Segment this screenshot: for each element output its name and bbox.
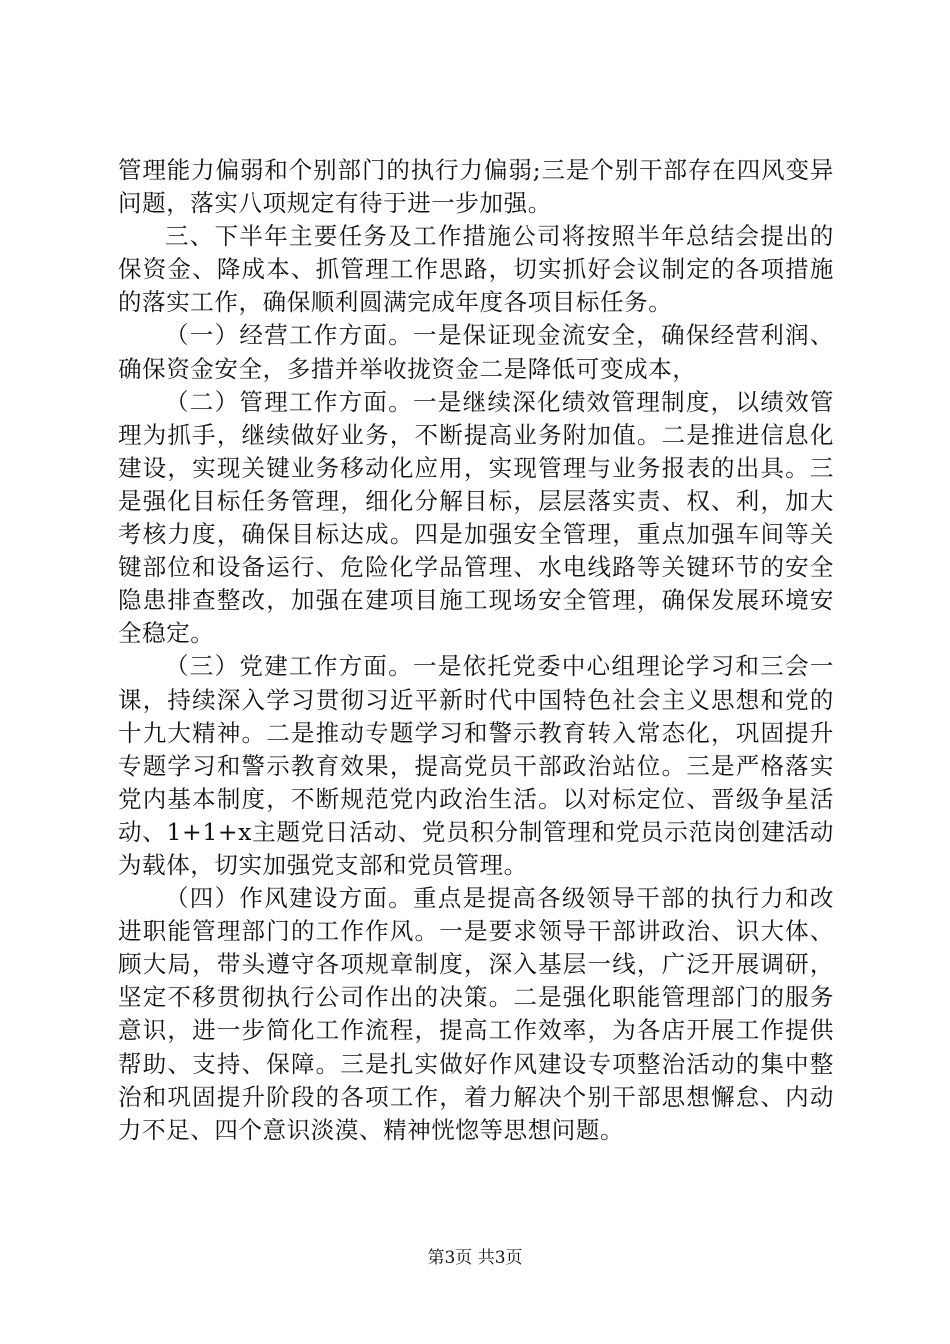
- paragraph-continuation: 管理能力偏弱和个别部门的执行力偏弱;三是个别干部存在四风变异问题，落实八项规定有待于进一步加强。: [118, 156, 834, 218]
- paragraph-operations: （一）经营工作方面。一是保证现金流安全，确保经营利润、确保资金安全，多措并举收拢资金二是降低可变成本，: [118, 321, 834, 383]
- paragraph-party-building: （三）党建工作方面。一是依托党委中心组理论学习和三会一课，持续深入学习贯彻习近平新时代中国特色社会主义思想和党的十九大精神。二是推动专题学习和警示教育转入常态化，巩固提升专题学习和警示教育效果，提高党员干部政治站位。三是严格落实党内基本制度，不断规范党内政治生活。以对标定位、晋级争星活动、1+1+x主题党日活动、党员积分制管理和党员示范岗创建活动为载体，切实加强党支部和党员管理。: [118, 652, 834, 879]
- page-number-footer: 第3页 共3页: [427, 1248, 523, 1268]
- paragraph-section-three: 三、下半年主要任务及工作措施公司将按照半年总结会提出的保资金、降成本、抓管理工作思路，切实抓好会议制定的各项措施的落实工作，确保顺利圆满完成年度各项目标任务。: [118, 222, 834, 317]
- paragraph-management: （二）管理工作方面。一是继续深化绩效管理制度，以绩效管理为抓手，继续做好业务，不断提高业务附加值。二是推进信息化建设，实现关键业务移动化应用，实现管理与业务报表的出具。三是强化目标任务管理，细化分解目标，层层落实责、权、利，加大考核力度，确保目标达成。四是加强安全管理，重点加强车间等关键部位和设备运行、危险化学品管理、水电线路等关键环节的安全隐患排查整改，加强在建项目施工现场安全管理，确保发展环境安全稳定。: [118, 387, 834, 648]
- paragraph-work-style: （四）作风建设方面。重点是提高各级领导干部的执行力和改进职能管理部门的工作作风。一是要求领导干部讲政治、识大体、顾大局，带头遵守各项规章制度，深入基层一线，广泛开展调研，坚定不移贯彻执行公司作出的决策。二是强化职能管理部门的服务意识，进一步简化工作流程，提高工作效率，为各店开展工作提供帮助、支持、保障。三是扎实做好作风建设专项整治活动的集中整治和巩固提升阶段的各项工作，着力解决个别干部思想懈怠、内动力不足、四个意识淡漠、精神恍惚等思想问题。: [118, 884, 834, 1144]
- document-body: [118, 154, 834, 1147]
